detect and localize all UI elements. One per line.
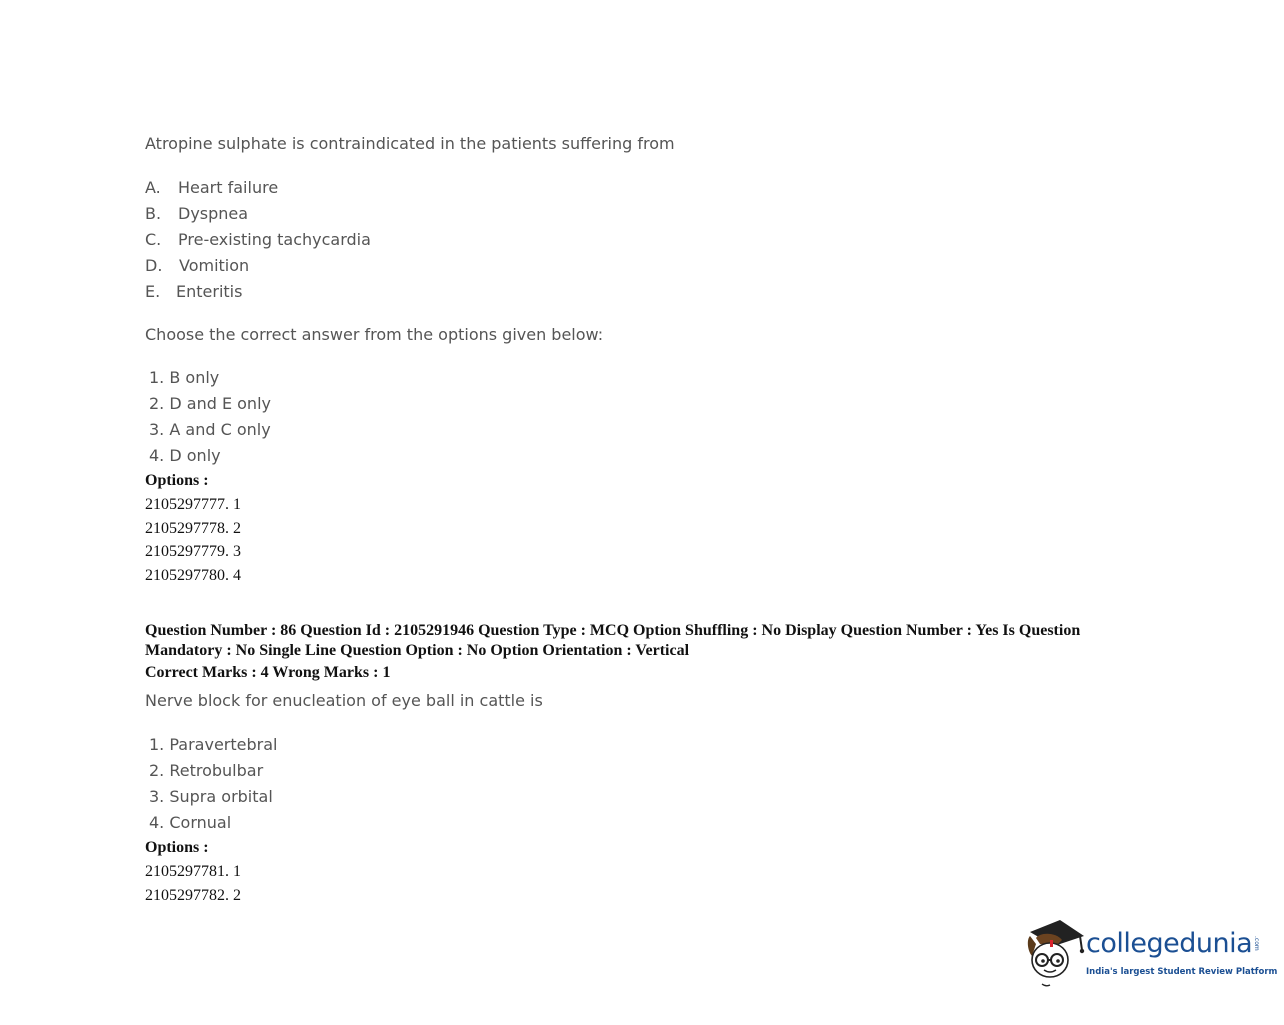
question-stem: Atropine sulphate is contraindicated in the patients suffering from: [145, 134, 675, 153]
question-metadata: Question Number : 86 Question Id : 2105291946 Question Type : MCQ Option Shuffling : No Display Question Number : Yes Is Question Mandatory : No Single Line Question Option : No Option Orientation : Vertical: [145, 622, 1081, 659]
answer-choice: 2. Retrobulbar: [149, 761, 264, 780]
answer-choice: 1. B only: [149, 368, 220, 387]
answer-choice: 3. A and C only: [149, 420, 271, 439]
option-letter: D.: [145, 256, 163, 275]
option-letter: A.: [145, 178, 161, 197]
answer-choice: 2. D and E only: [149, 394, 271, 413]
answer-choice: 4. Cornual: [149, 813, 232, 832]
options-heading: Options :: [145, 472, 209, 489]
option-id: 2105297782. 2: [145, 887, 241, 904]
option-id: 2105297778. 2: [145, 520, 241, 537]
logo-wordmark: collegedunia: [1086, 928, 1253, 959]
option-letter: C.: [145, 230, 162, 249]
option-text: Pre-existing tachycardia: [178, 230, 371, 249]
question-marks: Correct Marks : 4 Wrong Marks : 1: [145, 664, 391, 681]
answer-choice: 4. D only: [149, 446, 221, 465]
logo-domain-suffix: .com: [1253, 936, 1260, 951]
question-stem: Nerve block for enucleation of eye ball in cattle is: [145, 691, 543, 710]
option-text: Enteritis: [176, 282, 243, 301]
option-text: Dyspnea: [178, 204, 249, 223]
mascot-icon: [1022, 914, 1088, 990]
logo-tagline: India's largest Student Review Platform: [1086, 967, 1278, 977]
option-text: Heart failure: [178, 178, 279, 197]
option-id: 2105297781. 1: [145, 863, 241, 880]
option-id: 2105297777. 1: [145, 496, 241, 513]
option-id: 2105297779. 3: [145, 543, 241, 560]
option-letter: E.: [145, 282, 161, 301]
collegedunia-logo: [1022, 914, 1278, 994]
options-heading: Options :: [145, 839, 209, 856]
option-id: 2105297780. 4: [145, 567, 241, 584]
answer-choice: 3. Supra orbital: [149, 787, 273, 806]
option-text: Vomition: [179, 256, 250, 275]
option-letter: B.: [145, 204, 162, 223]
instruction-text: Choose the correct answer from the options given below:: [145, 325, 604, 344]
answer-choice: 1. Paravertebral: [149, 735, 278, 754]
